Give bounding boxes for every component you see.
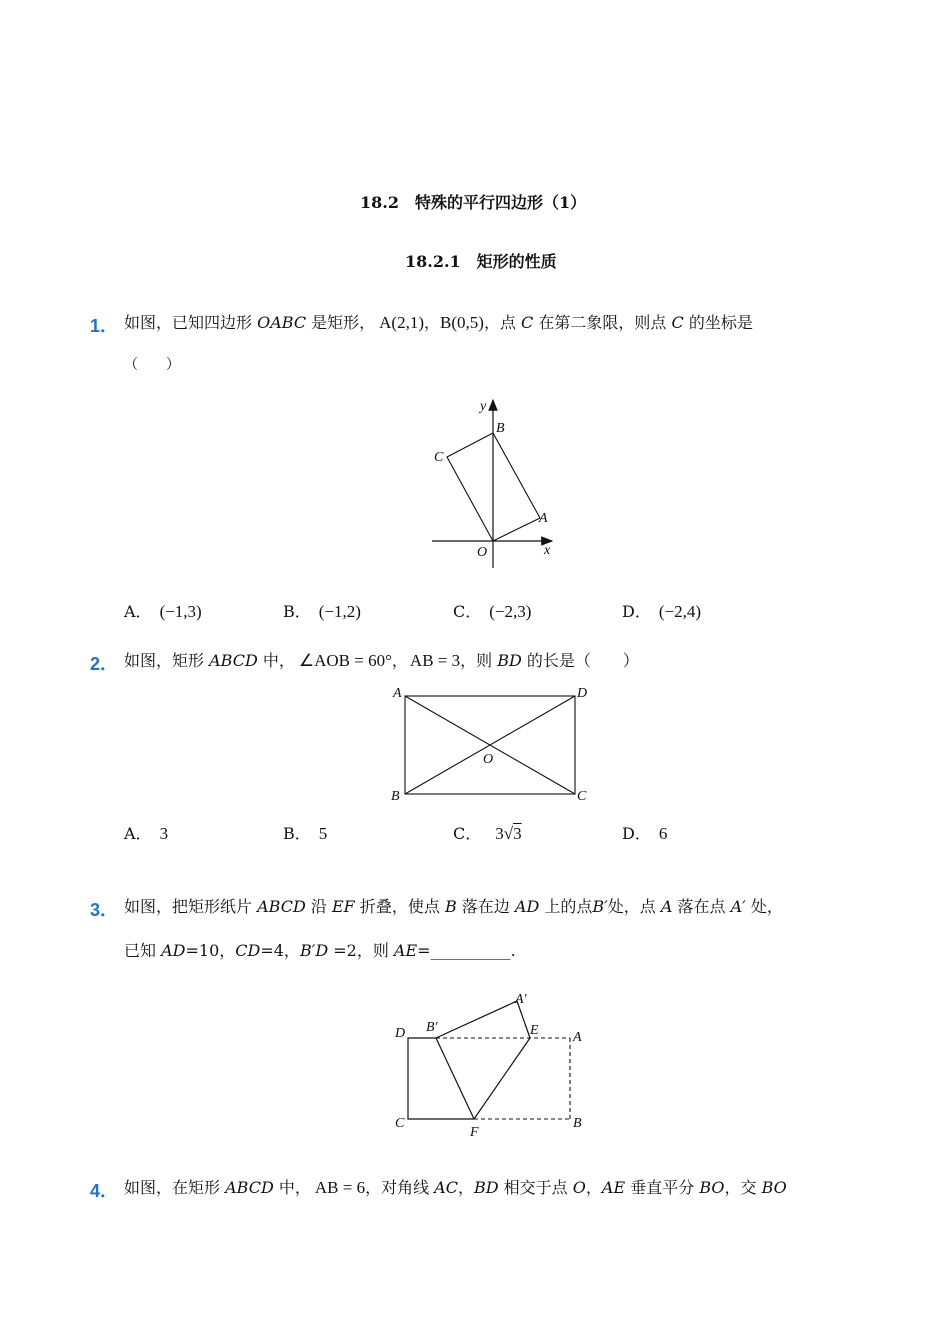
segment-bp-f <box>436 1038 474 1119</box>
section-title: 18.2 特殊的平行四边形（1） <box>360 193 587 212</box>
label-x: x <box>544 543 551 558</box>
label-b: B <box>496 421 505 436</box>
label-a: A <box>393 686 402 701</box>
label-bp: B′ <box>426 1020 438 1035</box>
question-1-figure <box>420 390 570 570</box>
q2-option-a: A． 3 <box>124 824 169 843</box>
question-1-text: 如图，已知四边形 OABC 是矩形， A(2,1)，B(0,5)，点 C 在第二象限，则点 C 的坐标是 <box>124 313 753 332</box>
fold-line-ef <box>474 1038 530 1119</box>
question-2-figure <box>385 680 595 805</box>
label-ap: A′ <box>515 992 527 1007</box>
label-b: B <box>391 789 400 804</box>
q1-option-b: B． (−1,2) <box>283 602 361 621</box>
label-d: D <box>577 686 588 701</box>
subsection-title: 18.2.1 矩形的性质 <box>405 252 557 271</box>
label-c: C <box>434 450 444 465</box>
label-a: A <box>539 511 548 526</box>
label-d: D <box>395 1026 406 1041</box>
question-3-figure <box>390 985 600 1140</box>
label-o: O <box>483 752 494 767</box>
q1-option-d: D． (−2,4) <box>622 602 702 621</box>
label-e: E <box>530 1023 539 1038</box>
question-1-number: 1． <box>90 316 119 336</box>
question-4-text: 如图，在矩形 ABCD 中， AB = 6，对角线 AC，BD 相交于点 O，AE 垂直平分 BO，交 BO <box>124 1178 787 1197</box>
rectangle-left-part <box>408 1038 474 1119</box>
q2-option-d: D． 6 <box>622 824 668 843</box>
q1-option-a: A． (−1,3) <box>124 602 202 621</box>
q1-option-c: C． (−2,3) <box>453 602 532 621</box>
label-c: C <box>577 789 587 804</box>
label-a: A <box>573 1030 582 1045</box>
question-3-line-2: 已知 AD=10，CD=4，B′D =2，则 AE=__________. <box>124 941 516 960</box>
label-y: y <box>480 399 487 414</box>
q2-option-b: B． 5 <box>283 824 328 843</box>
question-2-number: 2． <box>90 654 119 674</box>
label-o: O <box>477 545 488 560</box>
question-1-paren: （ ） <box>124 357 180 373</box>
question-4-number: 4． <box>90 1181 119 1201</box>
label-f: F <box>470 1125 479 1140</box>
label-b: B <box>573 1116 582 1131</box>
q2-option-c: C． 3√3 <box>453 824 522 843</box>
label-c: C <box>395 1116 405 1131</box>
question-2-text: 如图，矩形 ABCD 中， ∠AOB = 60°， AB = 3，则 BD 的长是（ ） <box>124 651 639 670</box>
question-3-line-1: 如图，把矩形纸片 ABCD 沿 EF 折叠，使点 B 落在边 AD 上的点B′处，点 A 落在点 A′ 处， <box>124 897 783 916</box>
question-3-number: 3． <box>90 900 119 920</box>
